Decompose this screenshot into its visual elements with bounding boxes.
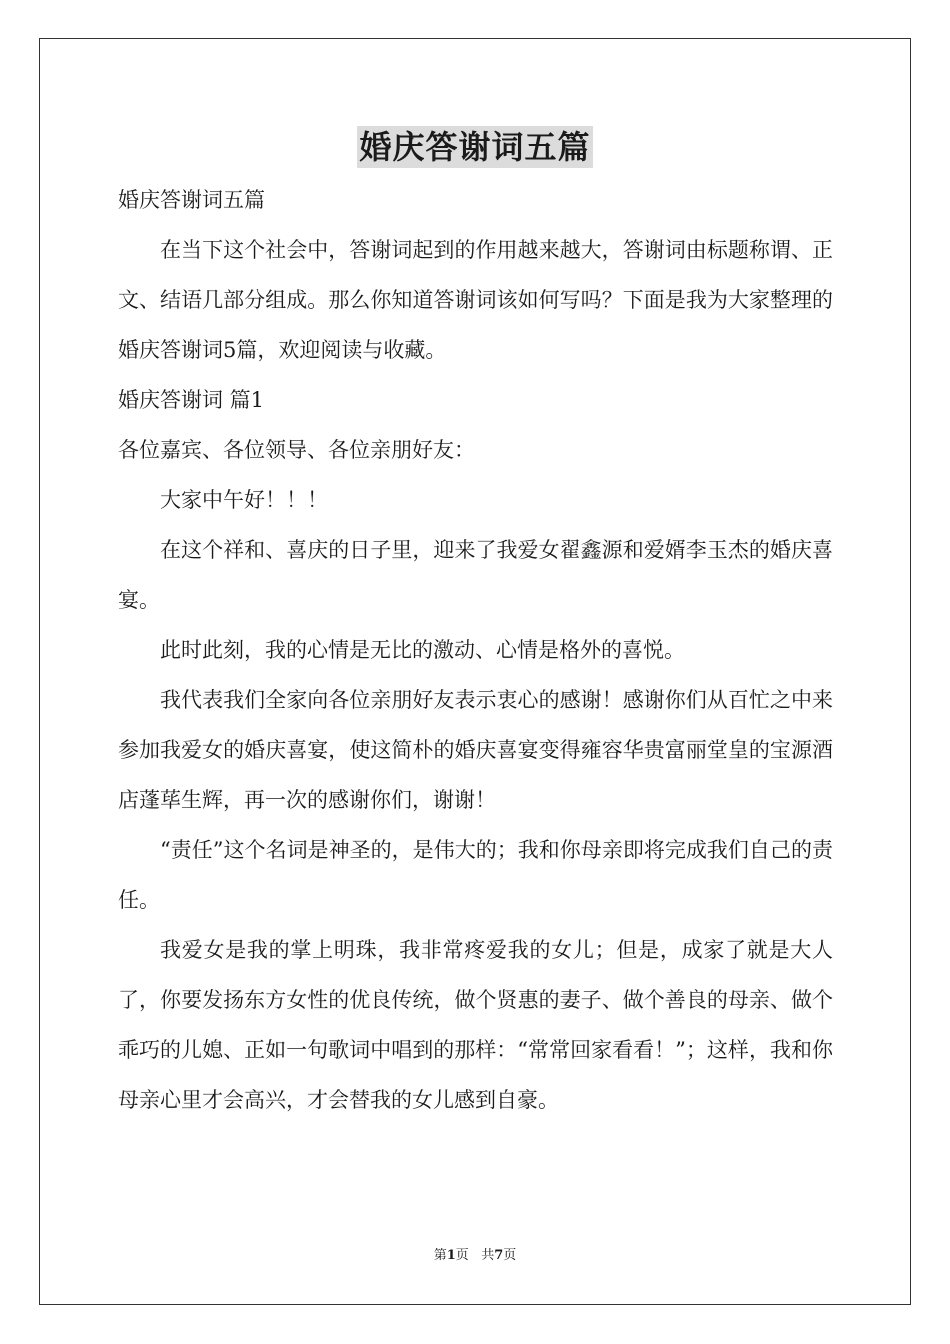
paragraph: 大家中午好！！！ — [160, 488, 328, 512]
document-body — [118, 175, 833, 1125]
footer-page-number: 1 — [446, 1248, 456, 1263]
paragraph: 婚庆答谢词五篇 — [118, 188, 265, 212]
paragraph: 此时此刻，我的心情是无比的激动、心情是格外的喜悦。 — [160, 638, 685, 662]
footer-prefix: 第 — [433, 1248, 447, 1263]
page-footer — [0, 1247, 950, 1265]
footer-total-pages: 7 — [494, 1248, 504, 1263]
paragraph: 在当下这个社会中，答谢词起到的作用越来越大，答谢词由标题称谓、正文、结语几部分组成。那么你知道答谢词该如何写吗？下面是我为大家整理的婚庆答谢词5篇，欢迎阅读与收藏。 — [118, 238, 833, 362]
paragraph: 我爱女是我的掌上明珠，我非常疼爱我的女儿；但是，成家了就是大人了，你要发扬东方女性的优良传统，做个贤惠的妻子、做个善良的母亲、做个乖巧的儿媳、正如一句歌词中唱到的那样：“常常回家看看！”；这样，我和你母亲心里才会高兴，才会替我的女儿感到自豪。 — [118, 938, 833, 1112]
paragraph: “责任”这个名词是神圣的，是伟大的；我和你母亲即将完成我们自己的责任。 — [118, 838, 833, 912]
section-heading: 婚庆答谢词 篇1 — [118, 388, 265, 412]
footer-page-suffix: 页 — [455, 1248, 469, 1263]
title-container — [0, 126, 950, 168]
paragraph: 我代表我们全家向各位亲朋好友表示衷心的感谢！感谢你们从百忙之中来参加我爱女的婚庆喜宴，使这简朴的婚庆喜宴变得雍容华贵富丽堂皇的宝源酒店蓬荜生辉，再一次的感谢你们，谢谢！ — [118, 688, 833, 812]
footer-total-prefix: 共 — [481, 1248, 495, 1263]
document-title: 婚庆答谢词五篇 — [359, 128, 591, 166]
salutation: 各位嘉宾、各位领导、各位亲朋好友： — [118, 438, 475, 462]
paragraph: 在这个祥和、喜庆的日子里，迎来了我爱女翟鑫源和爱婿李玉杰的婚庆喜宴。 — [118, 538, 833, 612]
footer-total-suffix: 页 — [503, 1248, 517, 1263]
